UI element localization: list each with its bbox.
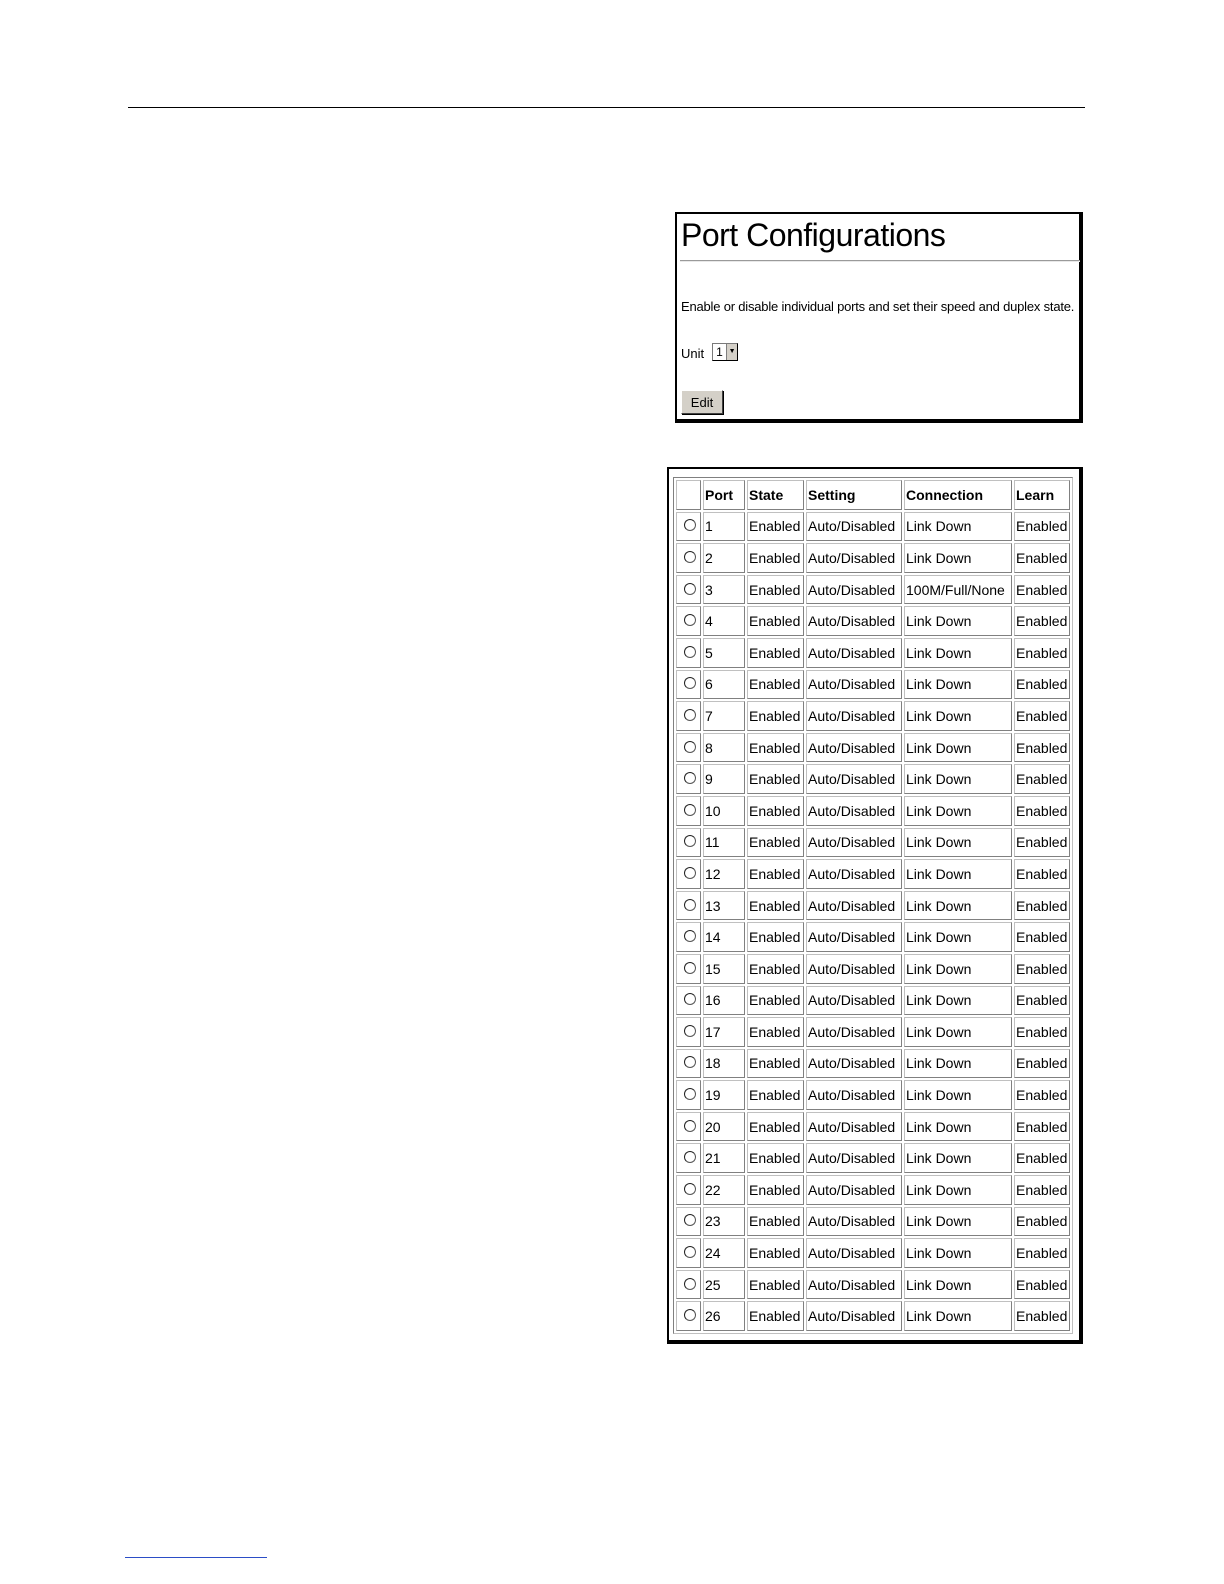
- state-cell: Enabled: [747, 891, 804, 921]
- table-row: [676, 764, 1070, 794]
- port-cell: 17: [703, 1017, 745, 1047]
- port-cell: 25: [703, 1270, 745, 1300]
- setting-cell: Auto/Disabled: [806, 543, 902, 573]
- port-select-radio[interactable]: [684, 1246, 696, 1258]
- port-cell: 8: [703, 733, 745, 763]
- port-cell: 4: [703, 606, 745, 636]
- connection-cell: Link Down: [904, 1238, 1012, 1268]
- connection-cell: Link Down: [904, 606, 1012, 636]
- connection-cell: Link Down: [904, 1143, 1012, 1173]
- connection-cell: Link Down: [904, 543, 1012, 573]
- port-cell: 23: [703, 1207, 745, 1237]
- state-cell: Enabled: [747, 575, 804, 605]
- row-select-cell: [676, 764, 701, 794]
- port-cell: 26: [703, 1301, 745, 1331]
- port-cell: 7: [703, 701, 745, 731]
- setting-cell: Auto/Disabled: [806, 638, 902, 668]
- port-cell: 18: [703, 1049, 745, 1079]
- learn-cell: Enabled: [1014, 1270, 1070, 1300]
- table-row: [676, 828, 1070, 858]
- port-table: [673, 477, 1073, 1334]
- port-cell: 11: [703, 828, 745, 858]
- setting-cell: Auto/Disabled: [806, 1175, 902, 1205]
- state-cell: Enabled: [747, 986, 804, 1016]
- row-select-cell: [676, 986, 701, 1016]
- row-select-cell: [676, 1143, 701, 1173]
- port-select-radio[interactable]: [684, 930, 696, 942]
- connection-cell: Link Down: [904, 922, 1012, 952]
- page-title: Port Configurations: [681, 217, 946, 253]
- setting-cell: Auto/Disabled: [806, 922, 902, 952]
- column-header-select: [676, 480, 701, 510]
- port-select-radio[interactable]: [684, 646, 696, 658]
- table-row: [676, 1238, 1070, 1268]
- port-cell: 12: [703, 859, 745, 889]
- learn-cell: Enabled: [1014, 638, 1070, 668]
- state-cell: Enabled: [747, 670, 804, 700]
- port-select-radio[interactable]: [684, 899, 696, 911]
- learn-cell: Enabled: [1014, 1301, 1070, 1331]
- port-select-radio[interactable]: [684, 1278, 696, 1290]
- port-select-radio[interactable]: [684, 677, 696, 689]
- column-header-learn: Learn: [1014, 480, 1070, 510]
- title-divider: [680, 260, 1080, 262]
- state-cell: Enabled: [747, 1207, 804, 1237]
- unit-select-value: 1: [716, 344, 723, 359]
- port-config-panel: [675, 212, 1083, 423]
- connection-cell: Link Down: [904, 954, 1012, 984]
- unit-select[interactable]: [712, 343, 738, 361]
- state-cell: Enabled: [747, 1301, 804, 1331]
- port-cell: 24: [703, 1238, 745, 1268]
- table-row: [676, 512, 1070, 542]
- table-row: [676, 1112, 1070, 1142]
- setting-cell: Auto/Disabled: [806, 891, 902, 921]
- connection-cell: Link Down: [904, 1112, 1012, 1142]
- port-cell: 13: [703, 891, 745, 921]
- port-cell: 6: [703, 670, 745, 700]
- port-select-radio[interactable]: [684, 583, 696, 595]
- learn-cell: Enabled: [1014, 1143, 1070, 1173]
- table-row: [676, 1175, 1070, 1205]
- learn-cell: Enabled: [1014, 575, 1070, 605]
- table-row: [676, 575, 1070, 605]
- row-select-cell: [676, 1301, 701, 1331]
- port-cell: 14: [703, 922, 745, 952]
- port-cell: 16: [703, 986, 745, 1016]
- port-cell: 3: [703, 575, 745, 605]
- learn-cell: Enabled: [1014, 828, 1070, 858]
- setting-cell: Auto/Disabled: [806, 1143, 902, 1173]
- page-header-rule: [128, 107, 1085, 108]
- row-select-cell: [676, 701, 701, 731]
- setting-cell: Auto/Disabled: [806, 1112, 902, 1142]
- setting-cell: Auto/Disabled: [806, 1080, 902, 1110]
- port-select-radio[interactable]: [684, 962, 696, 974]
- connection-cell: Link Down: [904, 1270, 1012, 1300]
- connection-cell: Link Down: [904, 1049, 1012, 1079]
- connection-cell: Link Down: [904, 796, 1012, 826]
- row-select-cell: [676, 670, 701, 700]
- row-select-cell: [676, 1175, 701, 1205]
- setting-cell: Auto/Disabled: [806, 986, 902, 1016]
- connection-cell: Link Down: [904, 1175, 1012, 1205]
- connection-cell: Link Down: [904, 512, 1012, 542]
- setting-cell: Auto/Disabled: [806, 575, 902, 605]
- port-select-radio[interactable]: [684, 741, 696, 753]
- learn-cell: Enabled: [1014, 733, 1070, 763]
- port-select-radio[interactable]: [684, 1214, 696, 1226]
- table-row: [676, 1301, 1070, 1331]
- learn-cell: Enabled: [1014, 701, 1070, 731]
- learn-cell: Enabled: [1014, 1207, 1070, 1237]
- port-cell: 19: [703, 1080, 745, 1110]
- connection-cell: Link Down: [904, 638, 1012, 668]
- table-row: [676, 1049, 1070, 1079]
- table-row: [676, 859, 1070, 889]
- learn-cell: Enabled: [1014, 1112, 1070, 1142]
- port-table-body: [676, 512, 1070, 1331]
- row-select-cell: [676, 1017, 701, 1047]
- state-cell: Enabled: [747, 1017, 804, 1047]
- port-select-radio[interactable]: [684, 804, 696, 816]
- port-table-panel: [667, 467, 1083, 1344]
- connection-cell: Link Down: [904, 670, 1012, 700]
- table-row: [676, 543, 1070, 573]
- connection-cell: Link Down: [904, 733, 1012, 763]
- setting-cell: Auto/Disabled: [806, 764, 902, 794]
- table-row: [676, 1017, 1070, 1047]
- state-cell: Enabled: [747, 796, 804, 826]
- state-cell: Enabled: [747, 859, 804, 889]
- port-cell: 20: [703, 1112, 745, 1142]
- state-cell: Enabled: [747, 1049, 804, 1079]
- connection-cell: Link Down: [904, 1080, 1012, 1110]
- connection-cell: Link Down: [904, 986, 1012, 1016]
- learn-cell: Enabled: [1014, 954, 1070, 984]
- row-select-cell: [676, 1049, 701, 1079]
- learn-cell: Enabled: [1014, 543, 1070, 573]
- setting-cell: Auto/Disabled: [806, 1017, 902, 1047]
- state-cell: Enabled: [747, 1143, 804, 1173]
- state-cell: Enabled: [747, 606, 804, 636]
- table-header-row: [676, 480, 1070, 510]
- connection-cell: Link Down: [904, 1301, 1012, 1331]
- port-select-radio[interactable]: [684, 1025, 696, 1037]
- setting-cell: Auto/Disabled: [806, 733, 902, 763]
- state-cell: Enabled: [747, 733, 804, 763]
- table-row: [676, 670, 1070, 700]
- state-cell: Enabled: [747, 1175, 804, 1205]
- port-select-radio[interactable]: [684, 1088, 696, 1100]
- footer-link-underline: [125, 1557, 267, 1558]
- table-row: [676, 1207, 1070, 1237]
- table-row: [676, 733, 1070, 763]
- unit-row: [681, 342, 738, 361]
- column-header-connection: Connection: [904, 480, 1012, 510]
- row-select-cell: [676, 922, 701, 952]
- port-cell: 22: [703, 1175, 745, 1205]
- setting-cell: Auto/Disabled: [806, 1270, 902, 1300]
- connection-cell: Link Down: [904, 1207, 1012, 1237]
- setting-cell: Auto/Disabled: [806, 1207, 902, 1237]
- setting-cell: Auto/Disabled: [806, 701, 902, 731]
- table-row: [676, 922, 1070, 952]
- port-cell: 5: [703, 638, 745, 668]
- learn-cell: Enabled: [1014, 670, 1070, 700]
- port-select-radio[interactable]: [684, 519, 696, 531]
- connection-cell: Link Down: [904, 891, 1012, 921]
- table-row: [676, 1270, 1070, 1300]
- setting-cell: Auto/Disabled: [806, 606, 902, 636]
- setting-cell: Auto/Disabled: [806, 670, 902, 700]
- port-select-radio[interactable]: [684, 772, 696, 784]
- row-select-cell: [676, 1207, 701, 1237]
- row-select-cell: [676, 859, 701, 889]
- learn-cell: Enabled: [1014, 1017, 1070, 1047]
- setting-cell: Auto/Disabled: [806, 1049, 902, 1079]
- port-select-radio[interactable]: [684, 551, 696, 563]
- row-select-cell: [676, 1112, 701, 1142]
- port-cell: 10: [703, 796, 745, 826]
- row-select-cell: [676, 638, 701, 668]
- port-select-radio[interactable]: [684, 867, 696, 879]
- state-cell: Enabled: [747, 512, 804, 542]
- row-select-cell: [676, 512, 701, 542]
- port-cell: 9: [703, 764, 745, 794]
- setting-cell: Auto/Disabled: [806, 796, 902, 826]
- port-select-radio[interactable]: [684, 1151, 696, 1163]
- state-cell: Enabled: [747, 1238, 804, 1268]
- learn-cell: Enabled: [1014, 922, 1070, 952]
- connection-cell: Link Down: [904, 701, 1012, 731]
- learn-cell: Enabled: [1014, 512, 1070, 542]
- row-select-cell: [676, 733, 701, 763]
- learn-cell: Enabled: [1014, 1238, 1070, 1268]
- table-row: [676, 1143, 1070, 1173]
- setting-cell: Auto/Disabled: [806, 828, 902, 858]
- state-cell: Enabled: [747, 828, 804, 858]
- table-row: [676, 796, 1070, 826]
- setting-cell: Auto/Disabled: [806, 859, 902, 889]
- state-cell: Enabled: [747, 764, 804, 794]
- setting-cell: Auto/Disabled: [806, 512, 902, 542]
- learn-cell: Enabled: [1014, 796, 1070, 826]
- learn-cell: Enabled: [1014, 1080, 1070, 1110]
- port-select-radio[interactable]: [684, 993, 696, 1005]
- state-cell: Enabled: [747, 1270, 804, 1300]
- row-select-cell: [676, 575, 701, 605]
- port-select-radio[interactable]: [684, 1183, 696, 1195]
- port-select-radio[interactable]: [684, 614, 696, 626]
- connection-cell: Link Down: [904, 764, 1012, 794]
- learn-cell: Enabled: [1014, 1175, 1070, 1205]
- port-cell: 15: [703, 954, 745, 984]
- table-row: [676, 638, 1070, 668]
- setting-cell: Auto/Disabled: [806, 1301, 902, 1331]
- connection-cell: 100M/Full/None: [904, 575, 1012, 605]
- learn-cell: Enabled: [1014, 986, 1070, 1016]
- row-select-cell: [676, 1238, 701, 1268]
- column-header-setting: Setting: [806, 480, 902, 510]
- table-row: [676, 701, 1070, 731]
- table-row: [676, 1080, 1070, 1110]
- column-header-port: Port: [703, 480, 745, 510]
- state-cell: Enabled: [747, 954, 804, 984]
- row-select-cell: [676, 606, 701, 636]
- learn-cell: Enabled: [1014, 764, 1070, 794]
- state-cell: Enabled: [747, 543, 804, 573]
- row-select-cell: [676, 796, 701, 826]
- port-cell: 2: [703, 543, 745, 573]
- table-row: [676, 986, 1070, 1016]
- row-select-cell: [676, 1080, 701, 1110]
- table-row: [676, 606, 1070, 636]
- unit-label: Unit: [681, 346, 705, 361]
- table-row: [676, 954, 1070, 984]
- connection-cell: Link Down: [904, 828, 1012, 858]
- connection-cell: Link Down: [904, 859, 1012, 889]
- port-cell: 1: [703, 512, 745, 542]
- learn-cell: Enabled: [1014, 891, 1070, 921]
- chevron-down-icon[interactable]: ▼: [726, 344, 737, 360]
- port-select-radio[interactable]: [684, 1120, 696, 1132]
- table-row: [676, 891, 1070, 921]
- port-cell: 21: [703, 1143, 745, 1173]
- row-select-cell: [676, 891, 701, 921]
- state-cell: Enabled: [747, 1112, 804, 1142]
- setting-cell: Auto/Disabled: [806, 1238, 902, 1268]
- learn-cell: Enabled: [1014, 859, 1070, 889]
- port-select-radio[interactable]: [684, 1309, 696, 1321]
- row-select-cell: [676, 828, 701, 858]
- setting-cell: Auto/Disabled: [806, 954, 902, 984]
- column-header-state: State: [747, 480, 804, 510]
- page-description: Enable or disable individual ports and set their speed and duplex state.: [681, 299, 1075, 314]
- state-cell: Enabled: [747, 638, 804, 668]
- learn-cell: Enabled: [1014, 1049, 1070, 1079]
- edit-button[interactable]: Edit: [681, 390, 723, 414]
- state-cell: Enabled: [747, 1080, 804, 1110]
- learn-cell: Enabled: [1014, 606, 1070, 636]
- port-select-radio[interactable]: [684, 709, 696, 721]
- connection-cell: Link Down: [904, 1017, 1012, 1047]
- state-cell: Enabled: [747, 701, 804, 731]
- row-select-cell: [676, 1270, 701, 1300]
- row-select-cell: [676, 954, 701, 984]
- port-select-radio[interactable]: [684, 835, 696, 847]
- row-select-cell: [676, 543, 701, 573]
- state-cell: Enabled: [747, 922, 804, 952]
- port-select-radio[interactable]: [684, 1056, 696, 1068]
